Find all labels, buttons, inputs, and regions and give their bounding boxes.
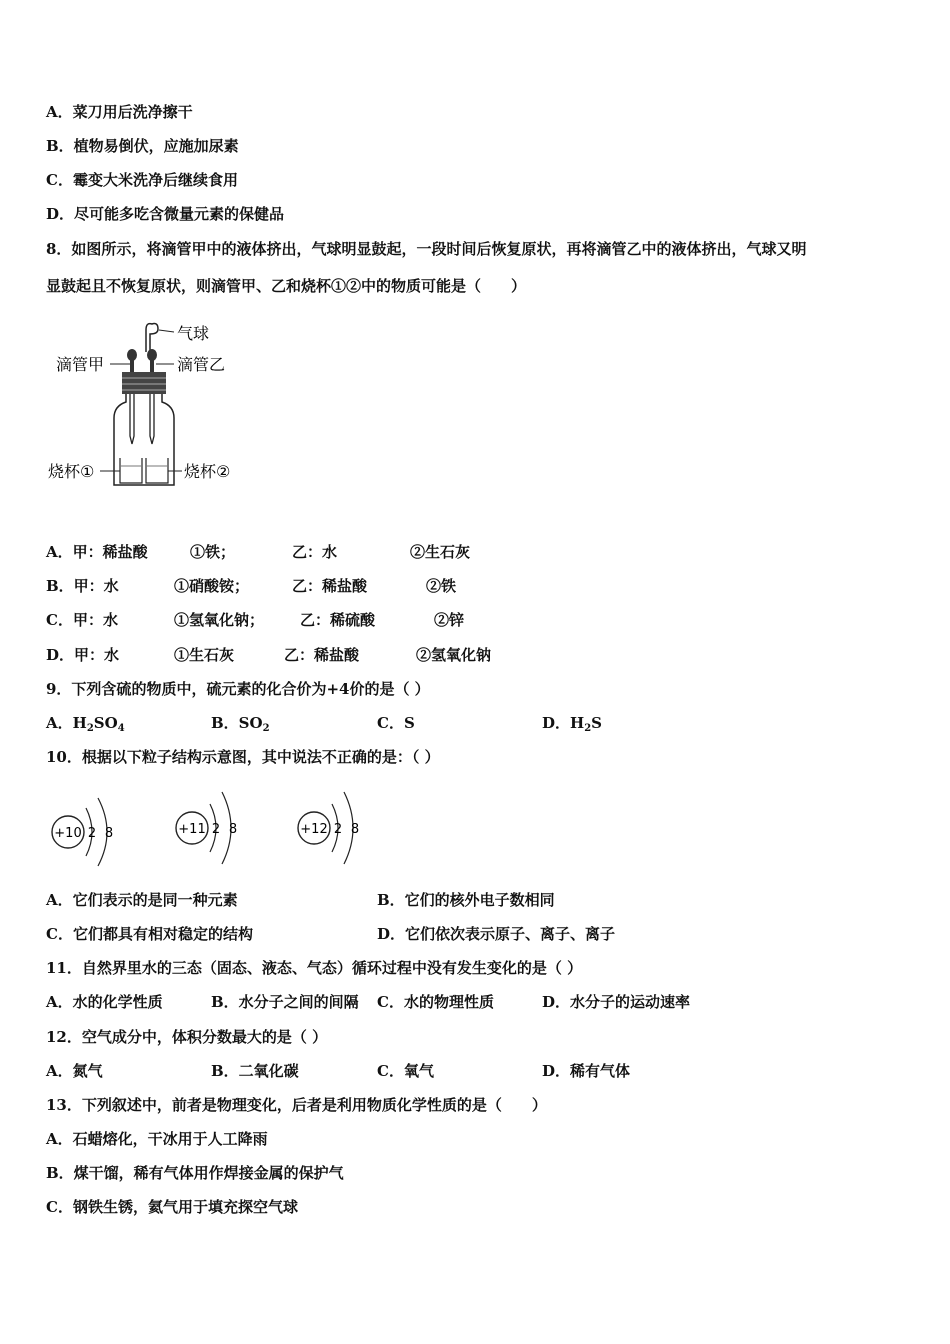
dropper-b-bulb [147, 349, 157, 361]
particle-2 [176, 792, 237, 864]
q10-option-c: C．它们都具有相对稳定的结构 [46, 925, 253, 943]
q11-option-c: C．水的物理性质 [377, 993, 494, 1011]
q7-option-b: B．植物易倒伏，应施加尿素 [46, 137, 239, 155]
q8-stem-line1: 8．如图所示，将滴管甲中的液体挤出，气球明显鼓起，一段时间后恢复原状，再将滴管乙中的液体挤出，气球又明 [46, 240, 807, 258]
svg-text:2: 2 [87, 826, 97, 841]
svg-text:+10: +10 [54, 826, 82, 841]
q13-option-c: C．钢铁生锈，氦气用于填充探空气球 [46, 1198, 298, 1216]
q12-option-c: C．氧气 [377, 1062, 434, 1080]
q10-stem: 10．根据以下粒子结构示意图，其中说法不正确的是：（ ） [46, 748, 440, 766]
q12-stem: 12．空气成分中，体积分数最大的是（ ） [46, 1028, 328, 1046]
q7-option-a: A．菜刀用后洗净擦干 [46, 103, 193, 121]
svg-text:2: 2 [333, 822, 343, 837]
label-balloon: 气球 [177, 324, 210, 343]
beaker-2 [146, 458, 168, 483]
label-beaker-1: 烧杯① [48, 462, 95, 481]
label-dropper-b: 滴管乙 [177, 355, 226, 374]
q11-option-a: A．水的化学性质 [46, 993, 163, 1011]
balloon-icon [146, 324, 158, 352]
label-dropper-a: 滴管甲 [56, 355, 105, 374]
q12-option-d: D．稀有气体 [542, 1062, 631, 1080]
wide-mouth-bottle [114, 394, 174, 485]
q10-option-a: A．它们表示的是同一种元素 [46, 891, 238, 909]
q8-apparatus-figure [46, 318, 246, 493]
q7-option-c: C．霉变大米洗净后继续食用 [46, 171, 238, 189]
label-beaker-2: 烧杯② [184, 462, 231, 481]
q12-option-a: A．氮气 [46, 1062, 103, 1080]
q8-stem-line2: 显鼓起且不恢复原状，则滴管甲、乙和烧杯①②中的物质可能是（ ） [46, 277, 527, 295]
beaker-1 [120, 458, 142, 483]
q11-stem: 11．自然界里水的三态（固态、液态、气态）循环过程中没有发生变化的是（ ） [46, 959, 583, 977]
svg-text:+12: +12 [300, 822, 328, 837]
q10-option-b: B．它们的核外电子数相同 [377, 891, 555, 909]
q11-option-d: D．水分子的运动速率 [542, 993, 691, 1011]
particle-1 [52, 798, 113, 866]
q9-option-a: A．$H_2SO_4$ [46, 714, 125, 734]
svg-text:+11: +11 [178, 822, 206, 837]
q12-option-b: B．二氧化碳 [211, 1062, 299, 1080]
q10-option-d: D．它们依次表示原子、离子、离子 [377, 925, 616, 943]
svg-text:8: 8 [350, 822, 360, 837]
q13-option-a: A．石蜡熔化，干冰用于人工降雨 [46, 1130, 268, 1148]
q10-particle-diagrams [46, 786, 376, 870]
q9-option-b: B．$SO_2$ [211, 714, 270, 734]
q13-option-b: B．煤干馏，稀有气体用作焊接金属的保护气 [46, 1164, 344, 1182]
rubber-stopper [122, 372, 166, 394]
svg-text:2: 2 [211, 822, 221, 837]
svg-text:8: 8 [104, 826, 114, 841]
q9-option-c: C．S [377, 714, 415, 732]
q13-stem: 13．下列叙述中，前者是物理变化，后者是利用物质化学性质的是（ ） [46, 1096, 547, 1114]
q9-option-d: D．$H_2S$ [542, 714, 602, 734]
q7-option-d: D．尽可能多吃含微量元素的保健品 [46, 205, 285, 223]
particle-3 [298, 792, 359, 864]
q11-option-b: B．水分子之间的间隔 [211, 993, 359, 1011]
dropper-a-bulb [127, 349, 137, 361]
svg-text:8: 8 [228, 822, 238, 837]
q9-stem: 9．下列含硫的物质中，硫元素的化合价为+4价的是（ ） [46, 680, 430, 698]
